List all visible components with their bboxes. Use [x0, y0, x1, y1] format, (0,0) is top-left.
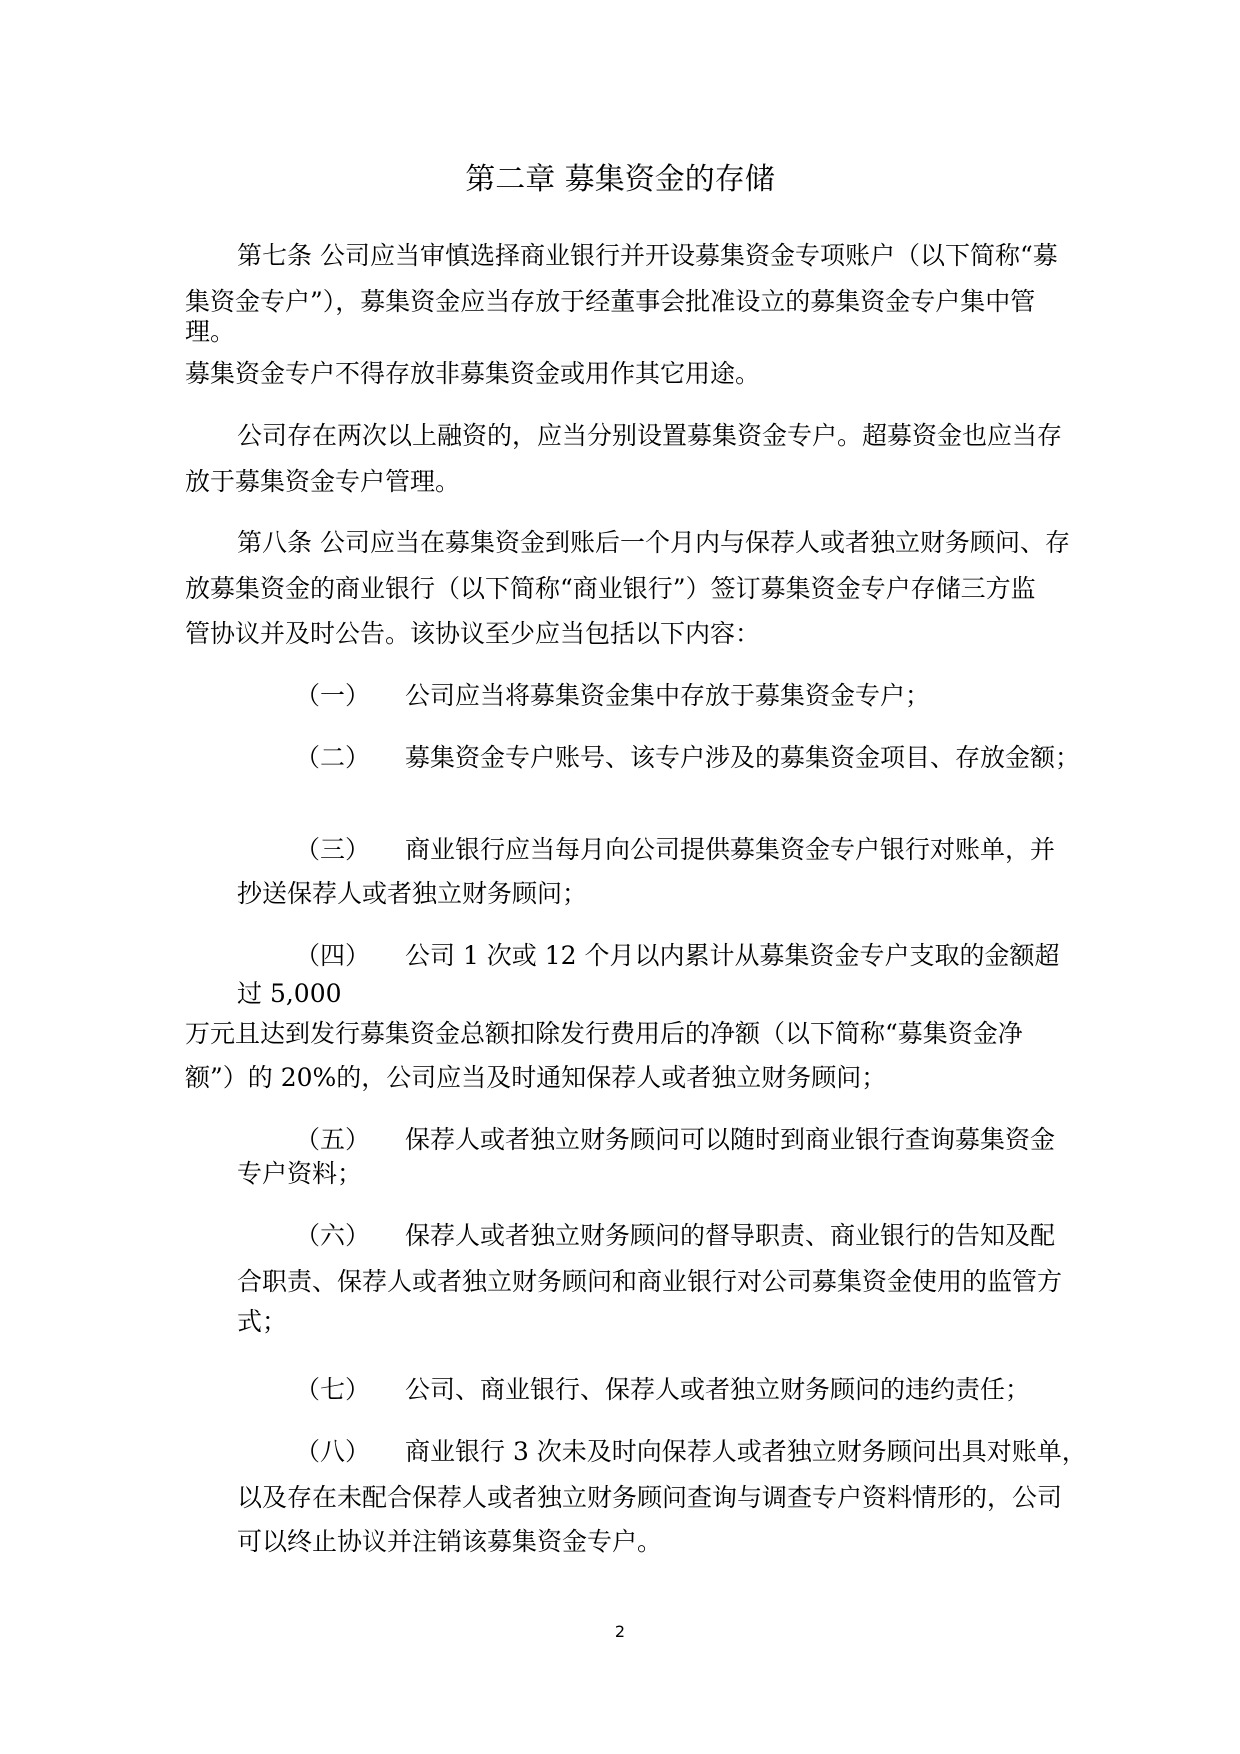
article8-line: 管协议并及时公告。该协议至少应当包括以下内容： — [185, 619, 761, 648]
chapter-title: 第二章 募集资金的存储 — [465, 162, 775, 197]
item-number: （一） — [295, 681, 371, 710]
item-number: （二） — [295, 743, 371, 772]
item-text: 公司应当将募集资金集中存放于募集资金专户； — [405, 681, 931, 710]
item-text: 募集资金专户账号、该专户涉及的募集资金项目、存放金额； — [405, 743, 1081, 772]
item-text: 商业银行应当每月向公司提供募集资金专户银行对账单，并 — [405, 835, 1056, 864]
item-text: 保荐人或者独立财务顾问的督导职责、商业银行的告知及配 — [405, 1221, 1056, 1250]
item-text: 可以终止协议并注销该募集资金专户。 — [237, 1527, 663, 1556]
item-number: （八） — [295, 1437, 371, 1466]
article7-line: 募集资金专户不得存放非募集资金或用作其它用途。 — [185, 359, 761, 388]
item-text: 公司 1 次或 12 个月以内累计从募集资金专户支取的金额超 — [405, 941, 1060, 970]
article8-line: 放募集资金的商业银行（以下简称“商业银行”）签订募集资金专户存储三方监 — [185, 574, 1036, 603]
item-number: （七） — [295, 1375, 371, 1404]
item-text: 合职责、保荐人或者独立财务顾问和商业银行对公司募集资金使用的监管方 — [237, 1267, 1063, 1296]
item-number: （四） — [295, 941, 371, 970]
article7-line: 集资金专户”），募集资金应当存放于经董事会批准设立的募集资金专户集中管 — [185, 287, 1036, 316]
item-text: 过 5,000 — [237, 979, 342, 1008]
article7-line: 第七条 公司应当审慎选择商业银行并开设募集资金专项账户（以下简称“募 — [237, 241, 1058, 270]
page-number: 2 — [614, 1622, 626, 1641]
item-number: （六） — [295, 1221, 371, 1250]
item-text: 保荐人或者独立财务顾问可以随时到商业银行查询募集资金 — [405, 1125, 1056, 1154]
article8-line: 第八条 公司应当在募集资金到账后一个月内与保荐人或者独立财务顾问、存 — [237, 528, 1070, 557]
article7-line: 理。 — [185, 317, 236, 346]
item-text: 抄送保荐人或者独立财务顾问； — [237, 879, 588, 908]
item-text: 以及存在未配合保荐人或者独立财务顾问查询与调查专户资料情形的，公司 — [237, 1483, 1063, 1512]
item-text: 专户资料； — [237, 1159, 363, 1188]
item-number: （三） — [295, 835, 371, 864]
item-text: 额”）的 20%的，公司应当及时通知保荐人或者独立财务顾问； — [185, 1063, 887, 1092]
multi-financing-line: 放于募集资金专户管理。 — [185, 467, 461, 496]
item-text: 公司、商业银行、保荐人或者独立财务顾问的违约责任； — [405, 1375, 1031, 1404]
multi-financing-line: 公司存在两次以上融资的，应当分别设置募集资金专户。超募资金也应当存 — [237, 421, 1063, 450]
item-text: 万元且达到发行募集资金总额扣除发行费用后的净额（以下简称“募集资金净 — [185, 1019, 1023, 1048]
item-text: 式； — [237, 1307, 288, 1336]
item-number: （五） — [295, 1125, 371, 1154]
item-text: 商业银行 3 次未及时向保荐人或者独立财务顾问出具对账单， — [405, 1437, 1087, 1466]
